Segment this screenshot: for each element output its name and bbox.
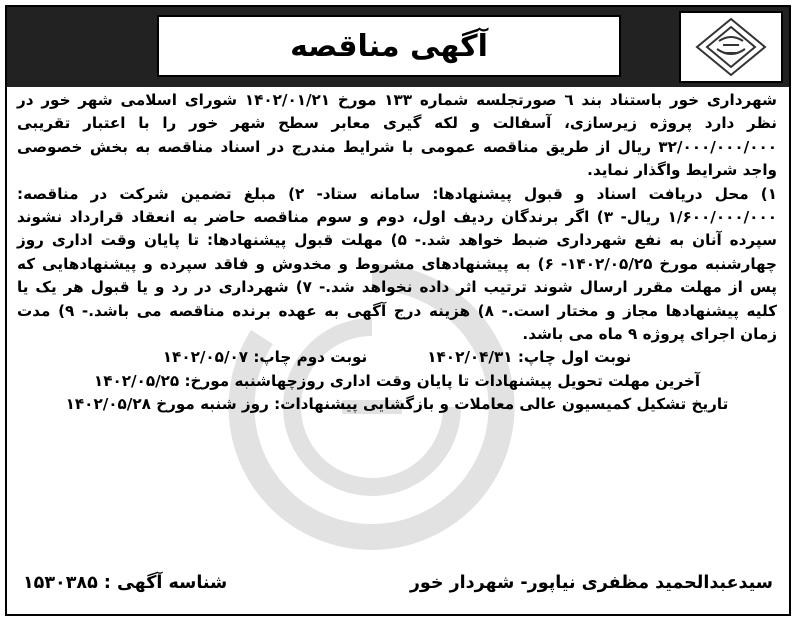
notice-frame: [5, 5, 791, 616]
second-print-date: نوبت دوم چاپ: ۱۴۰۲/۰۵/۰۷: [162, 348, 368, 367]
notice-body: [17, 89, 777, 417]
signatory: سیدعبدالحمید مظفری نیاپور- شهردار خور: [409, 573, 773, 593]
deadline-line: آخرین مهلت تحویل پیشنهادات تا پایان وقت اداری روزچهاشنبه مورخ: ۱۴۰۲/۰۵/۲۵: [93, 371, 701, 390]
intro-paragraph: شهرداری خور باستناد بند ٦ صورتجلسه شماره ۱۳۳ مورخ ۱۴۰۲/۰۱/۲۱ شورای اسلامی شهر خور در نظر دارد پروژه زیرسازی، آسفالت و لکه گیری معابر سطح شهر خور را با اعتبار تقریبی ۳۲/۰۰۰/۰۰۰/۰۰۰ ریال از طریق مناقصه عمومی با شرایط مندرج در اسناد مناقصه به بخش خصوصی واجد شرایط واگذار نماید.: [17, 91, 777, 180]
print-dates-row: [17, 346, 777, 369]
khour-municipality-logo-icon: [679, 11, 783, 83]
commission-line: تاریخ تشکیل کمیسیون عالی معاملات و بازگشایی پیشنهادات: روز شنبه مورخ ۱۴۰۲/۰۵/۲۸: [65, 395, 729, 414]
footer: [23, 567, 773, 599]
conditions-paragraph: ۱) محل دریافت اسناد و قبول پیشنهادها: سامانه ستاد- ۲) مبلغ تضمین شرکت در مناقصه: ۱/۶۰۰/۰۰۰/۰۰۰ ریال- ۳) اگر برندگان ردیف اول، دوم و سوم مناقصه حاضر به انعقاد قرارداد نشوند سپرده آنان به نفع شهرداری ضبط خواهد شد.- ۵) مهلت قبول پیشنهادها: تا پایان وقت اداری روز چهارشنبه مورخ ۱۴۰۲/۰۵/۲۵- ۶) به پیشنهادهای مشروط و مخدوش و فاقد سپرده و پیشنهادهایی که پس از مهلت مقرر ارسال شوند ترتیب اثر داده نخواهد شد.- ۷) شهرداری در رد و یا قبول هر یک یا کلیه پیشنهادها مجاز و مختار است.- ۸) هزینه درج آگهی به عهده برنده مناقصه می باشد.- ۹) مدت زمان اجرای پروژه ۹ ماه می باشد.: [17, 184, 778, 344]
notice-id: شناسه آگهی : ۱۵۳۰۳۸۵: [23, 573, 228, 593]
notice-title: آگهی مناقصه: [290, 28, 488, 64]
header-band: [7, 7, 789, 87]
first-print-date: نوبت اول چاپ: ۱۴۰۲/۰۴/۳۱: [427, 348, 632, 367]
title-box: [157, 15, 621, 77]
